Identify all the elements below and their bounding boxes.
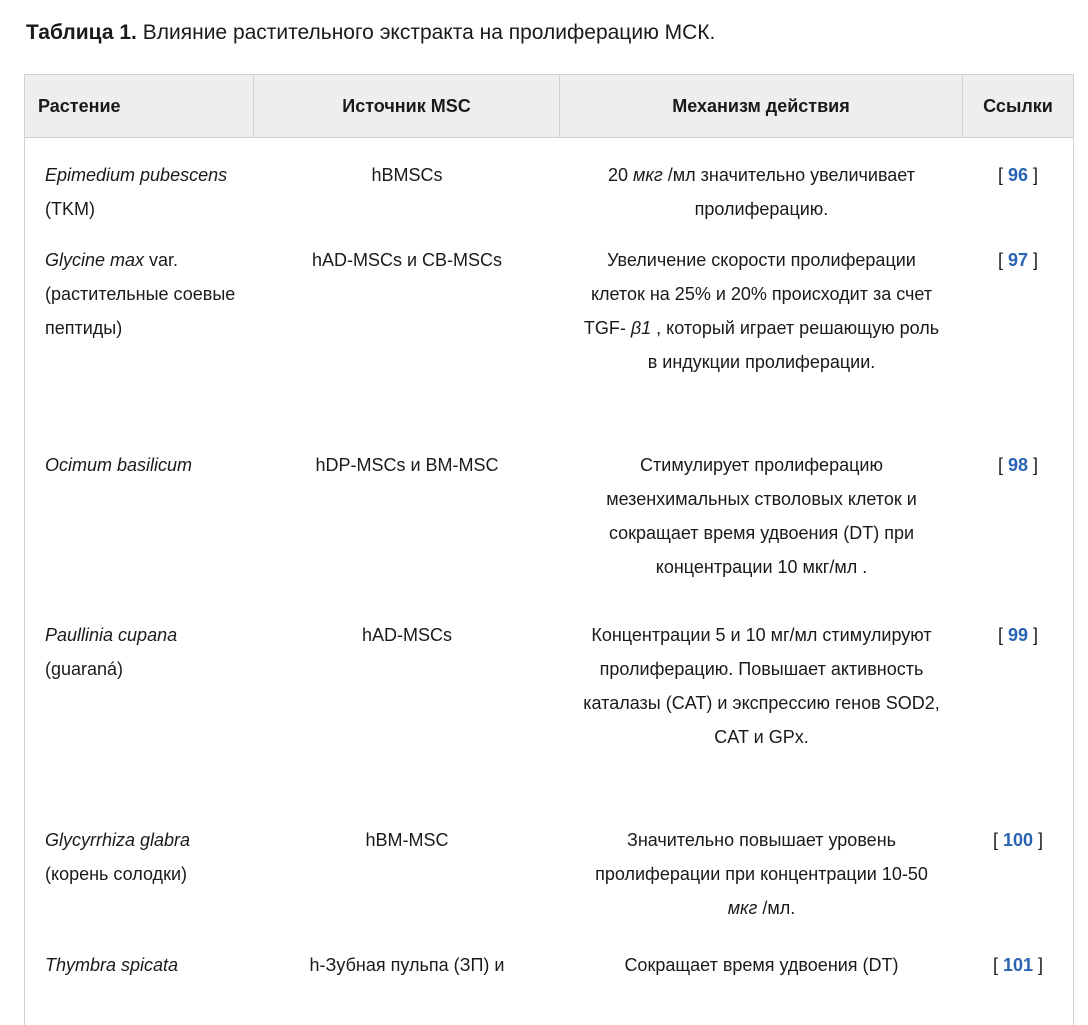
ref-bracket: [ (992, 955, 1003, 975)
mechanism-text: 20 (608, 165, 634, 185)
data-table (24, 74, 1074, 1025)
header-mechanism: Механизм действия (560, 75, 963, 137)
cell-plant (25, 223, 254, 428)
cell-mechanism (560, 803, 963, 928)
table-header-row (25, 75, 1073, 138)
cell-reference (963, 803, 1073, 928)
ref-bracket: [ (992, 830, 1003, 850)
cell-reference (963, 928, 1073, 988)
plant-note: (корень солодки) (45, 864, 187, 884)
cell-source: hBM-MSC (365, 830, 449, 850)
plant-latin-name: Paullinia cupana (45, 625, 178, 645)
reference-link[interactable]: 97 (1007, 250, 1029, 270)
cell-mechanism: Стимулирует пролиферацию мезенхимальных стволовых клеток и сокращает время удвоения (DT) при концентрации 10 мкг/мл . (606, 455, 917, 577)
reference-link[interactable]: 99 (1007, 625, 1029, 645)
ref-bracket: ] (1028, 165, 1039, 185)
header-msc-source: Источник MSC (254, 75, 560, 137)
ref-bracket: [ (997, 625, 1008, 645)
ref-bracket: ] (1028, 455, 1039, 475)
plant-latin-name: Ocimum basilicum (45, 455, 193, 475)
reference-link[interactable]: 101 (1002, 955, 1034, 975)
header-references: Ссылки (983, 95, 1053, 116)
cell-source: hAD-MSCs (361, 625, 452, 645)
header-plant: Растение (25, 75, 254, 137)
table-row (25, 928, 1073, 988)
mechanism-unit: мкг (633, 165, 663, 185)
ref-bracket: [ (997, 455, 1008, 475)
ref-bracket: [ (997, 165, 1008, 185)
table-row (25, 223, 1073, 428)
plant-latin-name: Glycine max (45, 250, 145, 270)
caption-text: Влияние растительного экстракта на пролиферацию МСК. (142, 21, 716, 44)
cell-mechanism: Концентрации 5 и 10 мг/мл стимулируют пролиферацию. Повышает активность каталазы (CAT) и экспрессию генов SOD2, CAT и GPx. (583, 625, 940, 747)
plant-note: (TKM) (45, 199, 95, 219)
table-row (25, 428, 1073, 598)
plant-latin-name: Epimedium pubescens (45, 165, 228, 185)
cell-plant (25, 598, 254, 803)
cell-source: h-Зубная пульпа (ЗП) и (309, 955, 505, 975)
cell-plant (25, 428, 254, 598)
cell-mechanism (560, 138, 963, 223)
plant-note: var. (растительные соевые пептиды) (45, 250, 236, 338)
mechanism-text: /мл значительно увеличивает пролиферацию. (662, 165, 915, 219)
cell-mechanism (560, 223, 963, 428)
mechanism-text: Значительно повышает уровень пролиферации при концентрации 10-50 (595, 830, 928, 884)
plant-latin-name: Thymbra spicata (45, 955, 179, 975)
mechanism-beta: β1 (630, 318, 652, 338)
ref-bracket: ] (1028, 625, 1039, 645)
cell-reference (963, 223, 1073, 428)
ref-bracket: ] (1028, 250, 1039, 270)
table-row (25, 803, 1073, 928)
cell-source: hDP-MSCs и BM-MSC (315, 455, 499, 475)
mechanism-text: Увеличение скорости пролиферации клеток на 25% и 20% происходит за счет TGF- (583, 250, 933, 338)
plant-latin-name: Glycyrrhiza glabra (45, 830, 191, 850)
ref-bracket: ] (1033, 955, 1044, 975)
cell-mechanism: Сокращает время удвоения (DT) (624, 955, 899, 975)
cell-source: hBMSCs (371, 165, 443, 185)
mechanism-text: /мл. (757, 898, 796, 918)
caption-label: Таблица 1. (26, 21, 137, 44)
reference-link[interactable]: 96 (1007, 165, 1029, 185)
cell-plant (25, 803, 254, 928)
cell-reference (963, 428, 1073, 598)
table-row (25, 138, 1073, 223)
cell-source: hAD-MSCs и CB-MSCs (311, 250, 503, 270)
cell-plant (25, 928, 254, 988)
table-caption (26, 18, 715, 48)
plant-note: (guaraná) (45, 659, 124, 679)
cell-plant (25, 138, 254, 223)
table-row (25, 598, 1073, 803)
mechanism-unit: мкг (727, 898, 758, 918)
reference-link[interactable]: 98 (1007, 455, 1029, 475)
cell-reference (963, 138, 1073, 223)
cell-reference (963, 598, 1073, 803)
ref-bracket: [ (997, 250, 1008, 270)
reference-link[interactable]: 100 (1002, 830, 1034, 850)
ref-bracket: ] (1033, 830, 1044, 850)
mechanism-text: , который играет решающую роль в индукции пролиферации. (647, 318, 940, 372)
